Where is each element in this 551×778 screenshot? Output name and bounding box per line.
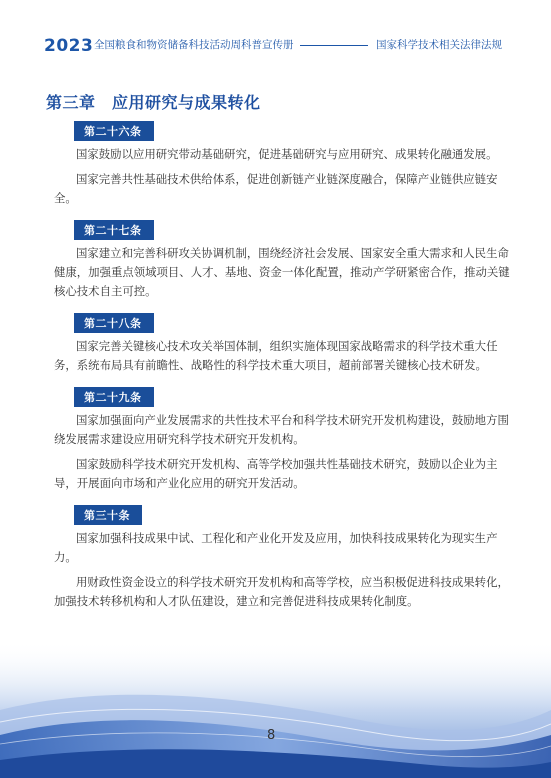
- article-paragraph: 国家建立和完善科研攻关协调机制，围绕经济社会发展、国家安全重大需求和人民生命健康，加强重点领域项目、人才、基地、资金一体化配置，推动产学研紧密合作，推动关键核心技术自主可控。: [54, 246, 510, 298]
- chapter-title: 第三章 应用研究与成果转化: [46, 93, 261, 112]
- wave-graphic: [0, 640, 551, 778]
- article-label: 第二十七条: [74, 220, 154, 240]
- article-section: [54, 120, 514, 208]
- footer-wave-decoration: [0, 640, 551, 778]
- article-paragraph: 国家加强科技成果中试、工程化和产业化开发及应用，加快科技成果转化为现实生产力。: [54, 531, 498, 564]
- article-paragraph: 用财政性资金设立的科学技术研究开发机构和高等学校，应当积极促进科技成果转化，加强技术转移机构和人才队伍建设，建立和完善促进科技成果转化制度。: [54, 575, 509, 608]
- article-label: 第二十八条: [74, 313, 154, 333]
- article-section: [54, 219, 514, 301]
- header-divider: [300, 45, 368, 46]
- page-header: [0, 0, 551, 60]
- header-year: 2023: [44, 36, 94, 56]
- article-section: [54, 386, 514, 493]
- article-paragraph: 国家完善共性基础技术供给体系，促进创新链产业链深度融合，保障产业链供应链安全。: [54, 172, 498, 205]
- header-right-title: 国家科学技术相关法律法规: [376, 39, 502, 51]
- article-label: 第三十条: [74, 505, 142, 525]
- article-label: 第二十九条: [74, 387, 154, 407]
- articles-container: [54, 120, 514, 622]
- page-number: 8: [267, 728, 276, 743]
- article-paragraph: 国家鼓励以应用研究带动基础研究，促进基础研究与应用研究、成果转化融通发展。: [76, 147, 498, 161]
- header-title: 全国粮食和物资储备科技活动周科普宣传册: [94, 39, 294, 51]
- article-paragraph: 国家鼓励科学技术研究开发机构、高等学校加强共性基础技术研究，鼓励以企业为主导，开展面向市场和产业化应用的研究开发活动。: [54, 457, 498, 490]
- article-label: 第二十六条: [74, 121, 154, 141]
- article-section: [54, 504, 514, 611]
- article-paragraph: 国家完善关键核心技术攻关举国体制，组织实施体现国家战略需求的科学技术重大任务，系统布局具有前瞻性、战略性的科学技术重大项目，超前部署关键核心技术研发。: [54, 339, 498, 372]
- article-section: [54, 312, 514, 375]
- article-paragraph: 国家加强面向产业发展需求的共性技术平台和科学技术研究开发机构建设，鼓励地方围绕发展需求建设应用研究科学技术研究开发机构。: [54, 413, 509, 446]
